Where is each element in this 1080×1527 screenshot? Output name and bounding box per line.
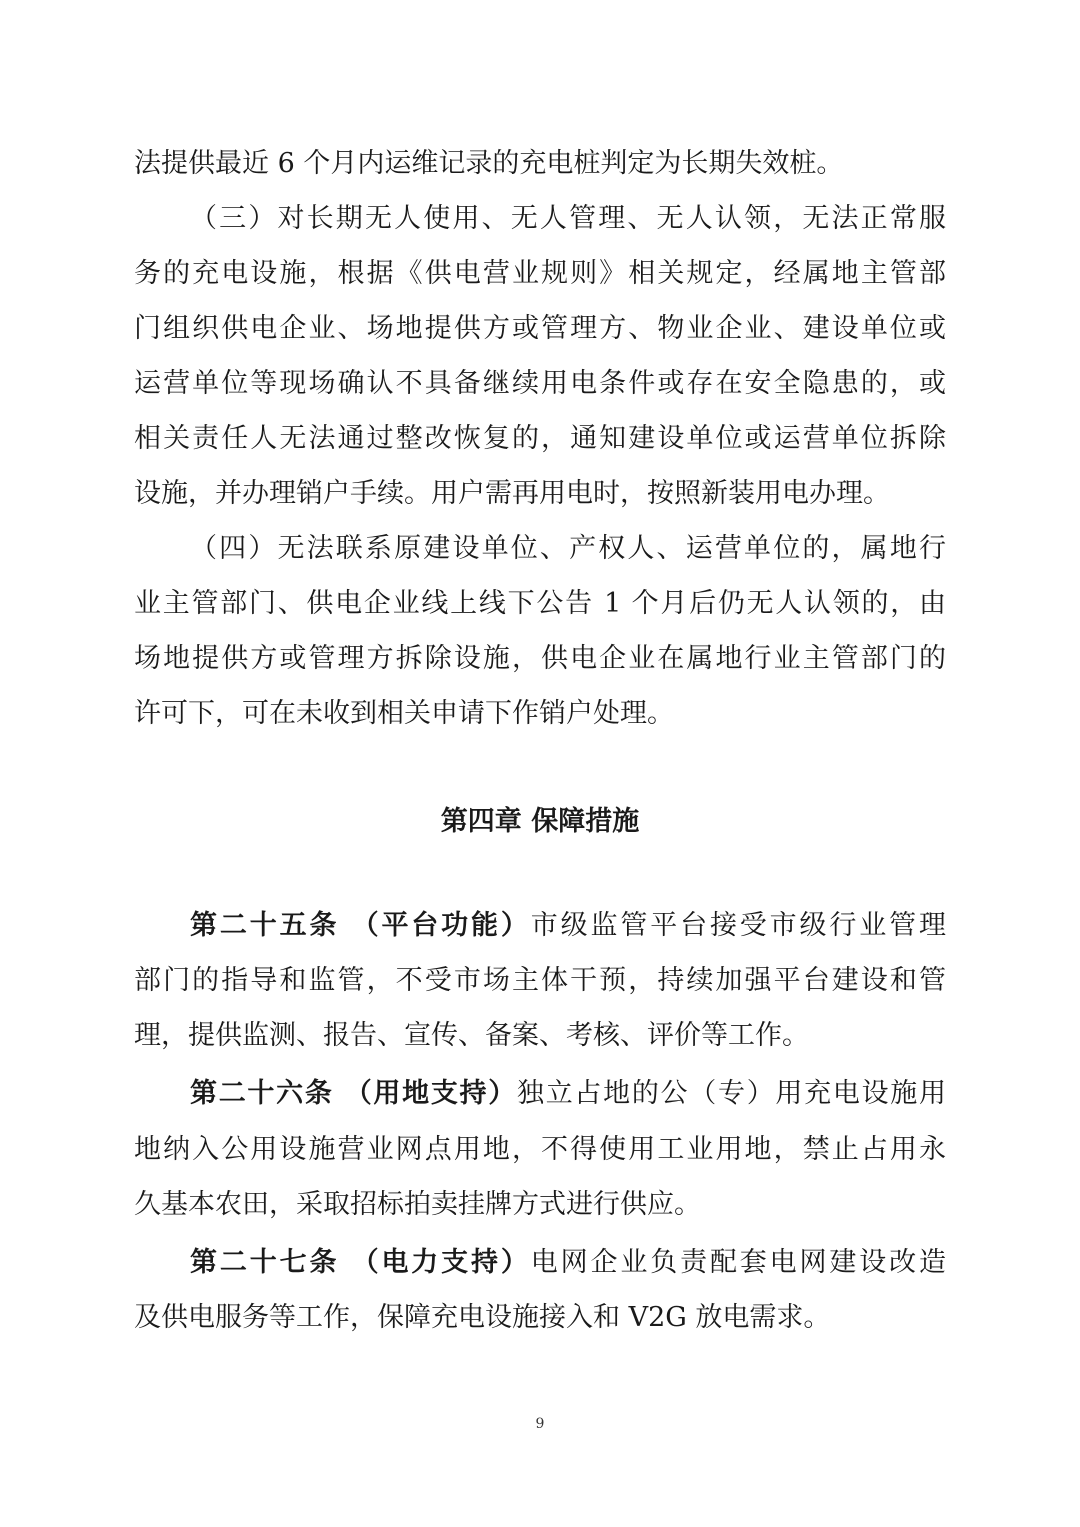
paragraph-line: 法提供最近 6 个月内运维记录的充电桩判定为长期失效桩。 [134, 148, 844, 179]
article-27-heading: 第二十七条 （电力支持） [190, 1247, 531, 1278]
article-26-text: 独立占地的公（专）用充电设施用 [516, 1078, 946, 1109]
chapter-title: 第四章 保障措施 [440, 806, 640, 837]
paragraph-line: 许可下，可在未收到相关申请下作销户处理。 [134, 698, 674, 729]
paragraph-line: 业主管部门、供电企业线上线下公告 1 个月后仍无人认领的，由 [134, 588, 946, 619]
paragraph-line: 设施，并办理销户手续。用户需再用电时，按照新装用电办理。 [134, 478, 890, 509]
article-27-text: 电网企业负责配套电网建设改造 [530, 1247, 946, 1278]
article-25-heading: 第二十五条 （平台功能） [190, 910, 531, 941]
paragraph-line: 部门的指导和监管，不受市场主体干预，持续加强平台建设和管 [134, 965, 946, 996]
paragraph-line: 门组织供电企业、场地提供方或管理方、物业企业、建设单位或 [134, 313, 946, 344]
article-27-line [134, 1243, 946, 1283]
article-26-heading: 第二十六条 （用地支持） [190, 1078, 517, 1109]
article-25-line [134, 906, 946, 946]
page-number: 9 [535, 1416, 545, 1432]
paragraph-line: 及供电服务等工作，保障充电设施接入和 V2G 放电需求。 [134, 1302, 831, 1333]
paragraph-line: （三）对长期无人使用、无人管理、无人认领，无法正常服 [190, 203, 946, 234]
paragraph-line: 场地提供方或管理方拆除设施，供电企业在属地行业主管部门的 [134, 643, 946, 674]
article-26-line [134, 1074, 946, 1114]
paragraph-line: 地纳入公用设施营业网点用地，不得使用工业用地，禁止占用永 [134, 1134, 946, 1165]
paragraph-line: 务的充电设施，根据《供电营业规则》相关规定，经属地主管部 [134, 258, 946, 289]
paragraph-line: 理，提供监测、报告、宣传、备案、考核、评价等工作。 [134, 1020, 809, 1051]
paragraph-line: 久基本农田，采取招标拍卖挂牌方式进行供应。 [134, 1189, 701, 1220]
paragraph-line: 运营单位等现场确认不具备继续用电条件或存在安全隐患的，或 [134, 368, 946, 399]
article-25-text: 市级监管平台接受市级行业管理 [530, 910, 946, 941]
paragraph-line: 相关责任人无法通过整改恢复的，通知建设单位或运营单位拆除 [134, 423, 946, 454]
paragraph-line: （四）无法联系原建设单位、产权人、运营单位的，属地行 [190, 533, 946, 564]
